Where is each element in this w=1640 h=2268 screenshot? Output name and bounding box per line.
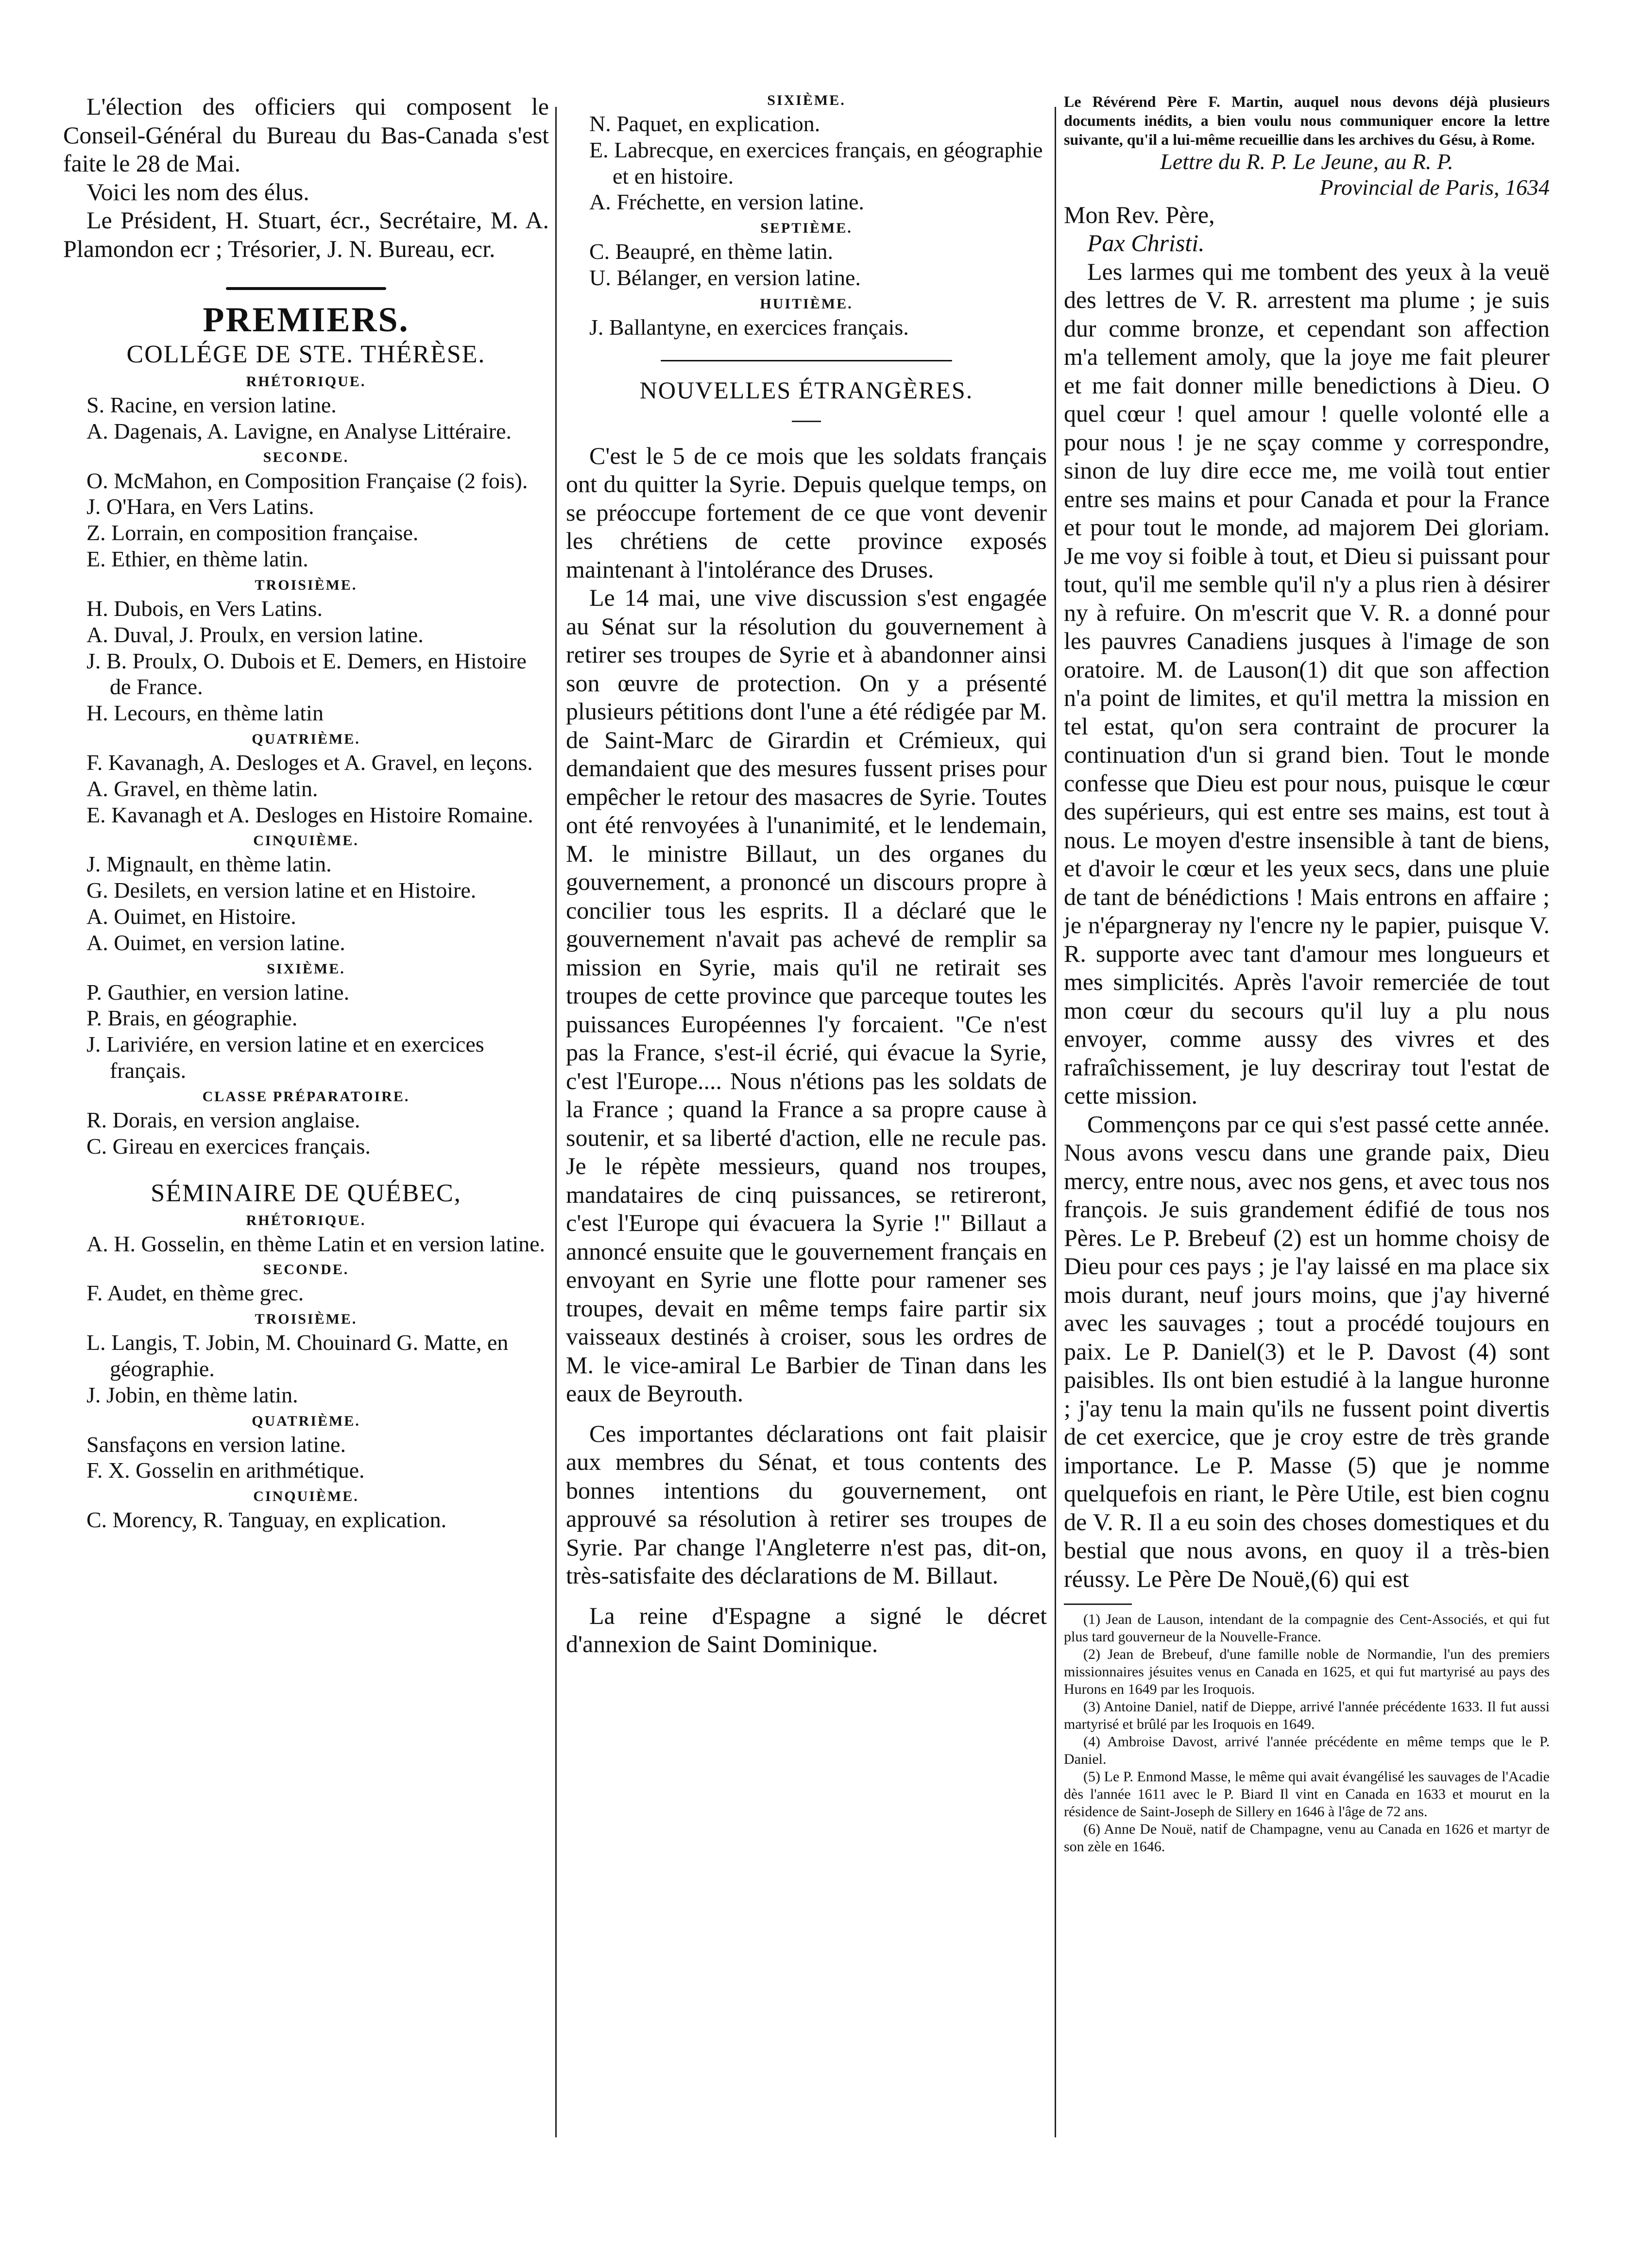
class-heading: HUITIÈME. [760,295,853,312]
prize-entry: A. Dagenais, A. Lavigne, en Analyse Littéraire. [86,418,512,443]
letter-paragraph: Commençons par ce qui s'est passé cette année. Nous avons vescu dans une grande paix, Dieu mercy, entre nous, avec nos gens, et avec tous nos françois. Je suis grandement édifié de tous nos Pères. Le P. Brebeuf (2) est un homme choisy de Dieu pour ces pays ; je l'ay laissé en ma place six mois durant, neuf jours moins, que j'ay hiverné avec les sauvages ; tout a procédé toujours en paix. Le P. Daniel(3) et le P. Davost (4) sont paisibles. Ils ont bien estudié à la langue huronne ; j'ay tenu la main qu'ils ne fussent point divertis de cet exercice, que je croy estre de très grande importance. Le P. Masse (5) que je nomme quelquefois en riant, le Père Utile, est bien cognu de V. R. Il a eu soin des choses domestiques et du bestial que nous avons, en quoy il a très-bien réussy. Le Père De Nouë,(6) qui est [1064,1110,1550,1592]
salutation: Mon Rev. Père, [1064,201,1215,228]
prize-entry: O. McMahon, en Composition Française (2 fois). [86,468,528,493]
news-paragraph: C'est le 5 de ce mois que les soldats français ont du quitter la Syrie. Depuis quelque temps, on se préoccupe fortement de ce que vont devenir les chrétiens de cette province exposés maintenant à l'intolérance des Druses. [566,442,1047,583]
election-paragraph: L'élection des officiers qui composent le Conseil-Général du Bureau du Bas-Canada s'est faite le 28 de Mai. [63,93,549,177]
letter-paragraph: Les larmes qui me tombent des yeux à la veuë des lettres de V. R. arrestent ma plume ; je suis dur comme bronze, et cependant son affection m'a tellement amoly, que la joye me fait pleurer et me fait donner mille benedictions à Dieu. O quel cœur ! quel amour ! quelle volonté elle a pour nous ! je ne sçay comme y correspondre, sinon de luy dire ecce me, me voilà tout entier entre ses mains et pour Canada et pour la France et pour tout le monde, ad majorem Dei gloriam. Je me voy si foible à tout, et Dieu si puissant pour tout, qu'il me semble qu'il n'y a plus rien à désirer ny à refuire. On m'escrit que V. R. a donné pour les pauvres Canadiens jusques à l'image de son oratoire. M. de Lauson(1) dit que son affection n'a point de limites, et qu'il mettra la mission en tel estat, qu'on sera contraint de procurer la continuation d'un si grand bien. Tout le monde confesse que Dieu est pour nous, puisque le cœur des supérieurs, qui est entre ses mains, est tout à nous. Le moyen d'estre insensible à tant de biens, et d'avoir le cœur et les yeux secs, dans une pluie de tant de bénédictions ! Mais entrons en affaire ; je n'épargneray ny l'encre ny le papier, puisque V. R. supporte avec tant d'amour mes longueurs et mes simplicités. Après l'avoir remerciée de tout mon cœur du secours qu'il luy a plu nous envoyer, comme aussy des vivres et des rafraîchissement, je luy descriray tout l'estat de cette mission. [1064,257,1550,1109]
class-heading: SEPTIÈME. [760,220,853,237]
prize-entry: E. Kavanagh et A. Desloges en Histoire Romaine. [86,802,533,827]
class-heading: CINQUIÈME. [253,833,359,849]
class-heading: RHÉTORIQUE. [246,1212,366,1228]
footnote-rule [1064,1603,1132,1605]
class-heading: CINQUIÈME. [253,1488,359,1505]
class-heading: SECONDE. [263,1262,349,1278]
footnote: (1) Jean de Lauson, intendant de la compagnie des Cent-Associés, et qui fut plus tard gouverneur de la Nouvelle-France. [1064,1611,1550,1645]
news-paragraph: Ces importantes déclarations ont fait plaisir aux membres du Sénat, et tous contents des bonnes intentions du gouvernement, ont approuvé sa résolution à retirer ses troupes de Syrie. Par change l'Angleterre n'est pas, dit-on, très-satisfaite des déclarations de M. Billaut. [566,1419,1047,1589]
news-paragraph: La reine d'Espagne a signé le décret d'annexion de Saint Dominique. [566,1602,1047,1658]
prize-entry: E. Labrecque, en exercices français, en géographie et en histoire. [589,137,1043,188]
footnote: (4) Ambroise Davost, arrivé l'année précédente en même temps que le P. Daniel. [1064,1734,1550,1768]
column-rule [555,107,557,2137]
column-left [63,92,549,2166]
seminaire-heading: SÉMINAIRE DE QUÉBEC, [151,1179,461,1207]
news-paragraph: Le 14 mai, une vive discussion s'est engagée au Sénat sur la résolution du gouvernement à retirer ses troupes de Syrie et à abandonner ainsi son œuvre de protection. On y a présenté plusieurs pétitions dont l'une a été rédigée par M. de Saint-Marc de Girardin et Crémieux, qui demandaient que des mesures fussent prises pour empêcher le retour des masacres de Syrie. Toutes ont été renvoyées à l'unanimité, et le lendemain, M. le ministre Billaut, un des organes du gouvernement, a prononcé un discours propre à concilier tous les esprits. Il a déclaré que le gouvernement n'avait pas achevé de remplir sa mission en Syrie, mais qu'il ne retirait ses troupes de cette province que parceque toutes les puissances Européennes l'y forcaient. "Ce n'est pas la France, s'est-il écrié, qui évacue la Syrie, c'est l'Europe.... Nous n'étions pas les soldats de la France ; quand la France a sa propre cause à soutenir, et sa liberté d'action, elle ne recule pas. Je le répète messieurs, quand nos troupes, mandataires de cinq puissances, se retireront, c'est l'Europe qui évacuera la Syrie !" Billaut a annoncé ensuite que le gouvernement français en envoyant en Syrie une flotte pour ramener ses troupes, devait en même temps faire partir six vaisseaux destinés à croiser, sous les ordres de M. le vice-amiral Le Barbier de Tinan dans les eaux de Beyrouth. [566,584,1047,1407]
class-heading: SECONDE. [263,449,349,465]
prize-entry: U. Bélanger, en version latine. [589,265,861,290]
column-rule [1055,107,1056,2137]
footnote: (2) Jean de Brebeuf, d'une famille noble de Normandie, l'un des premiers missionnaires jésuites venus en Canada en 1625, et qui fut martyrisé au pays des Hurons en 1649 par les Iroquois. [1064,1646,1550,1698]
class-heading: SIXIÈME. [767,92,846,108]
prize-entry: F. Kavanagh, A. Desloges et A. Gravel, en leçons. [86,750,533,775]
class-heading: TROISIÈME. [255,577,358,593]
premiers-heading: PREMIERS. [203,300,410,339]
class-heading: QUATRIÈME. [252,731,360,747]
newspaper-page [63,92,1550,2166]
section-divider [226,287,386,290]
prize-entry: C. Morency, R. Tanguay, en explication. [86,1507,447,1533]
column-right [1064,92,1550,2166]
news-heading: NOUVELLES ÉTRANGÈRES. [639,376,974,404]
prize-entry: H. Lecours, en thème latin [86,700,324,726]
elus-line: Voici les nom des élus. [86,178,309,205]
prize-entry: G. Desilets, en version latine et en Histoire. [86,878,477,903]
officers-paragraph: Le Président, H. Stuart, écr., Secrétaire, M. A. Plamondon ecr ; Trésorier, J. N. Bureau, ecr. [63,206,549,262]
prize-entry: S. Racine, en version latine. [86,392,337,417]
prize-entry: J. Mignault, en thème latin. [86,852,332,877]
footnote: (6) Anne De Nouë, natif de Champagne, venu au Canada en 1626 et martyr de son zèle en 1646. [1064,1821,1550,1855]
prize-entry: C. Gireau en exercices français. [86,1133,371,1159]
prize-entry: Sansfaçons en version latine. [86,1432,346,1457]
class-heading: CLASSE PRÉPARATOIRE. [202,1088,410,1105]
prize-entry: E. Ethier, en thème latin. [86,546,308,572]
prize-entry: N. Paquet, en explication. [589,111,820,136]
prize-entry: F. Audet, en thème grec. [86,1280,304,1306]
prize-entry: H. Dubois, en Vers Latins. [86,596,323,621]
letter-heading: Lettre du R. P. Le Jeune, au R. P. [1160,149,1453,174]
column-middle [566,92,1047,2166]
prize-entry: J. Lariviére, en version latine et en exercices français. [86,1032,484,1083]
editor-note: Le Révérend Père F. Martin, auquel nous devons déjà plusieurs documents inédits, a bien voulu nous communiquer encore la lettre suivante, qu'il a lui-même recueillie dans les archives du Gésu, à Rome. [1064,93,1550,149]
class-heading: QUATRIÈME. [252,1413,360,1429]
salutation: Pax Christi. [1087,229,1205,257]
section-divider [661,360,952,361]
prize-entry: F. X. Gosselin en arithmétique. [86,1458,365,1483]
class-heading: TROISIÈME. [255,1311,358,1328]
prize-entry: A. H. Gosselin, en thème Latin et en version latine. [86,1231,546,1256]
prize-entry: C. Beaupré, en thème latin. [589,239,834,264]
prize-entry: A. Ouimet, en version latine. [86,930,345,955]
prize-entry: J. B. Proulx, O. Dubois et E. Demers, en Histoire de France. [86,648,527,699]
prize-entry: R. Dorais, en version anglaise. [86,1107,360,1132]
footnote: (5) Le P. Enmond Masse, le même qui avait évangélisé les sauvages de l'Acadie dès l'année 1611 avec le P. Biard Il vint en Canada en 1633 et mourut en la résidence de Saint-Joseph de Sillery en 1646 à l'âge de 72 ans. [1064,1769,1550,1820]
footnote: (3) Antoine Daniel, natif de Dieppe, arrivé l'année précédente 1633. Il fut aussi martyrisé et brûlé par les Iroquois en 1649. [1064,1699,1550,1733]
prize-entry: A. Gravel, en thème latin. [86,776,318,801]
class-heading: RHÉTORIQUE. [246,374,366,390]
prize-entry: J. Ballantyne, en exercices français. [589,314,909,340]
prize-entry: A. Fréchette, en version latine. [589,189,864,215]
prize-entry: A. Ouimet, en Histoire. [86,904,296,929]
prize-entry: J. Jobin, en thème latin. [86,1382,298,1407]
prize-entry: A. Duval, J. Proulx, en version latine. [86,622,424,647]
prize-entry: P. Brais, en géographie. [86,1006,298,1031]
class-heading: SIXIÈME. [267,960,345,977]
letter-heading: Provincial de Paris, 1634 [1319,174,1550,200]
prize-entry: J. O'Hara, en Vers Latins. [86,494,314,519]
ornament [792,414,821,422]
prize-entry: L. Langis, T. Jobin, M. Chouinard G. Matte, en géographie. [86,1330,509,1381]
college-heading: COLLÉGE DE STE. THÉRÈSE. [126,341,486,368]
prize-entry: P. Gauthier, en version latine. [86,979,350,1005]
prize-entry: Z. Lorrain, en composition française. [86,520,419,546]
